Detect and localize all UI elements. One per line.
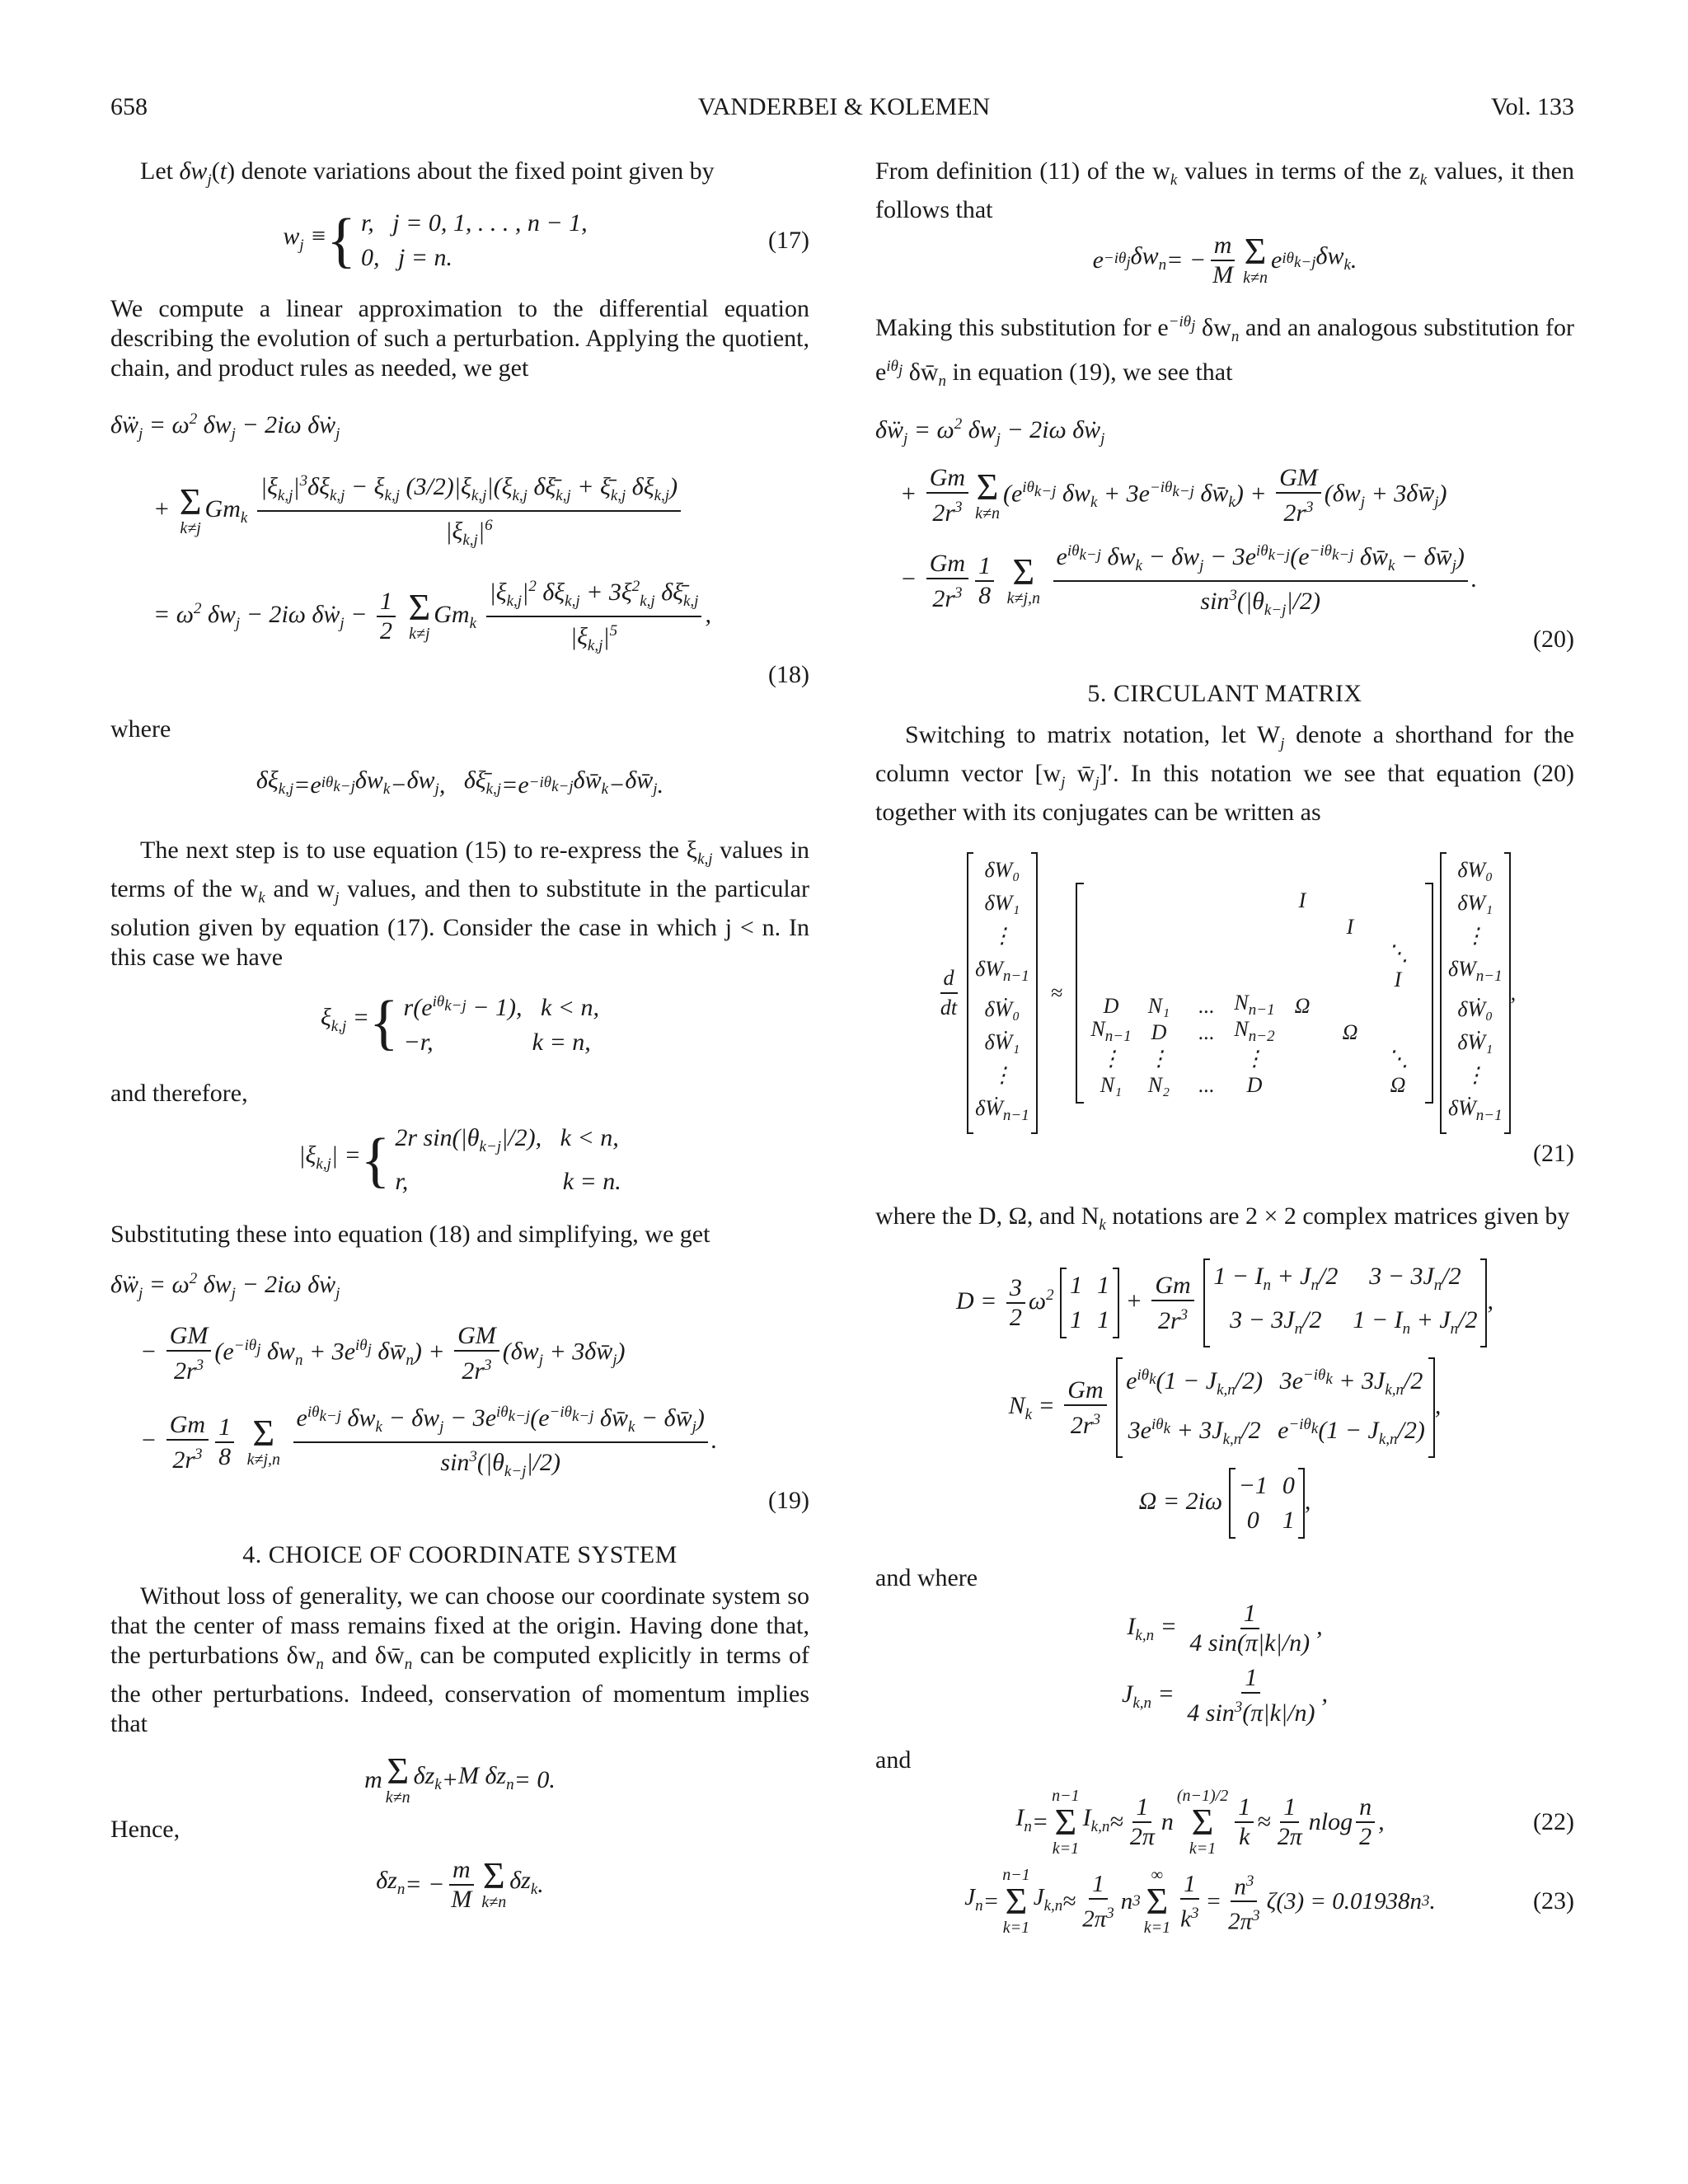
- paragraph: where the D, Ω, and $N_k$ notations are 2 × 2 complex matrices given by: [875, 1202, 1570, 1235]
- matrix-cell: 0: [1282, 1472, 1295, 1500]
- equation-20: δẅ$_j$ = $\omega^2$ $\delta w_j - 2i\omega$ δẇ$_j$ + $\frac{Gm}{2r^3}$ Σ k≠n ($e^{i\theta_{k-j}}$ $\delta w_k + 3e^{-i\theta_{k-j}}$ $\delta w̄_k$) + $\frac{GM}{2r^3}$ ($\delta w_j$ + $3\delta w̄_j$) − $\frac{Gm}{2r^3}$ $\frac{1}{8}$ Σ k≠j,n $\frac{e^{i\theta_{k-j}} \delta w_k - \delta w_j - 3e^{i\theta_{k-j}}(e^{-i\theta_{k-j}} \delta w̄_k - \delta w̄_j)}{\sin^3(|\theta_{k-j}|/2)}$ . (20): [875, 415, 1574, 653]
- vector-entry: δW₁: [984, 891, 1020, 915]
- matrix-cell: Ω: [1390, 1073, 1406, 1098]
- page-number: 658: [110, 93, 148, 120]
- matrix-cell: D: [1246, 1073, 1263, 1098]
- matrix-cell: 0: [1246, 1507, 1259, 1535]
- equation-delta-xi: $\delta\xi_{k,j}$ = e $i\theta_{k-j}$ $\delta w_k$ − $\delta w_j$ , $\delta\xī_{k,j}$ = e $-i\theta_{k-j}$ $\delta w̄_k$ − $\delta w̄_j$ .: [256, 766, 664, 799]
- equation-22: $I_n$ = n−1 Σ k=1 $I_{k,n}$ ≈ $\frac{1}{2\pi}$ n (n−1)/2 Σ k=1 $\frac{1}{k}$ ≈ $\frac{1}{2\pi}$ n log $\frac{n}{2}$ , (22): [1015, 1787, 1574, 1858]
- vector-entry: δẆ$_{n-1}$: [975, 1096, 1029, 1125]
- equation-momentum: m Σ k≠n $\delta z_k$ + M $\delta z_n$ = 0.: [364, 1750, 556, 1807]
- equation-ikn-jkn: $I_{k,n}$ = $\frac{1}{4 \sin(\pi|k|/n)}$ , $J_{k,n}$ = $\frac{1}{4 \sin^3(\pi|k|/n)}$ ,: [1122, 1600, 1328, 1727]
- matrix-cell: I: [1298, 888, 1306, 913]
- matrix-cell: ...: [1198, 1020, 1215, 1045]
- vector-entry: δẆ₀: [1457, 997, 1493, 1022]
- section-heading: 5. CIRCULANT MATRIX: [1087, 680, 1362, 707]
- matrix-cell: $e^{i\theta_k}(1 - J_{k,n}/2)$: [1126, 1366, 1264, 1399]
- paragraph: Making this substitution for $e^{-i\theta_j}$ $\delta w_n$ and an analogous substitution for $e^{i\theta_j}$ $\delta w̄_n$ in equation (19), we see that: [875, 313, 1574, 390]
- matrix-cell: $N_{n-1}$: [1234, 990, 1275, 1019]
- matrix-2x2: [1229, 1468, 1305, 1539]
- equation-number: (22): [1533, 1808, 1574, 1836]
- matrix-cell: I: [1394, 968, 1402, 992]
- right-column: [875, 157, 1574, 1937]
- state-vector-left: [967, 852, 1038, 1134]
- paragraph: From definition (11) of the $w_k$ values in terms of the $z_k$ values, it then follows that: [875, 157, 1574, 223]
- paragraph: We compute a linear approximation to the differential equation describing the evolution of such a perturbation. Applying the quotient, chain, and product rules as needed, we get: [110, 295, 809, 382]
- vector-entry: δẆ$_{n-1}$: [1448, 1096, 1503, 1125]
- vector-entry: δW₁: [1457, 891, 1493, 915]
- matrix-cell: I: [1346, 915, 1354, 940]
- running-title: VANDERBEI & KOLEMEN: [697, 93, 991, 120]
- matrix-cell: ⋱: [1387, 941, 1409, 966]
- vector-entry: δW₀: [1457, 858, 1493, 882]
- paragraph: and therefore,: [110, 1080, 248, 1107]
- equation-number: (17): [768, 227, 809, 254]
- matrix-cell: 1: [1097, 1272, 1110, 1300]
- matrix-cell: Ω: [1294, 994, 1311, 1019]
- paragraph: and where: [875, 1564, 978, 1592]
- equation-delta-wn: e $-i\theta_j$ $\delta w_n$ = − $\frac{m}{M}$ Σ k≠n e $i\theta_{k-j}$ $\delta w_k$ .: [1092, 230, 1357, 288]
- matrix-2x2: [1203, 1258, 1487, 1347]
- paragraph: and: [875, 1746, 912, 1774]
- equation-number: (19): [768, 1487, 809, 1514]
- matrix-cell: 1: [1070, 1272, 1083, 1300]
- vector-entry: $\delta W_{n-1}$: [975, 957, 1029, 986]
- matrix-cell: Ω: [1342, 1020, 1358, 1045]
- paragraph: Substituting these into equation (18) and simplifying, we get: [110, 1221, 710, 1248]
- matrix-cell: $1 - I_n + J_n/2$: [1213, 1263, 1339, 1295]
- vector-entry: δẆ₀: [984, 997, 1020, 1022]
- vector-entry: ⋮: [991, 1063, 1013, 1088]
- state-vector-right: [1440, 852, 1511, 1134]
- matrix-cell: N₂: [1147, 1073, 1170, 1098]
- equation-17: $w_j$ ≡ { r, j = 0, 1, . . . , n − 1, 0, j = n. (17): [283, 207, 809, 274]
- vector-entry: $\delta W_{n-1}$: [1448, 957, 1503, 986]
- matrix-2x2: [1060, 1268, 1119, 1338]
- equation-number: (18): [768, 661, 809, 688]
- equation-number: (20): [1533, 626, 1574, 653]
- matrix-cell: $3 - 3J_n/2$: [1369, 1263, 1461, 1295]
- matrix-cell: ⋱: [1387, 1047, 1409, 1071]
- section-heading: 4. CHOICE OF COORDINATE SYSTEM: [242, 1541, 678, 1568]
- equation-xi-cases: $\xi_{k,j}$ = { $r(e^{i\theta_{k-j}} - 1)$, k < n, −r, k = n,: [320, 988, 600, 1057]
- matrix-cell: ...: [1198, 1073, 1215, 1098]
- equation-number: (23): [1533, 1887, 1574, 1915]
- matrix-cell: ⋮: [1244, 1047, 1265, 1071]
- approx-symbol: ≈: [1050, 981, 1062, 1005]
- matrix-cell: 1: [1097, 1306, 1110, 1334]
- equation-18: δẅ$_j$ = $\omega^2$ $\delta w_j - 2i\omega$ δẇ$_j$ + Σ k≠j $Gm_k$ $\frac{|\xi_{k,j}|^3\delta\xi_{k,j} - \xi_{k,j} (3/2)|\xi_{k,j}|(\xi_{k,j} \delta\xī_{k,j} + \xī_{k,j} \delta\xi_{k,j})}{|\xi_{k,j}|^6}$ = $\omega^2$ $\delta w_j - 2i\omega$ δẇ$_j$ − $\frac{1}{2}$ Σ k≠j $Gm_k$ $\frac{|\xi_{k,j}|^2 \delta\xi_{k,j} + 3\xi^2_{k,j} \delta\xī_{k,j}}{|\xi_{k,j}|^5}$ , (18): [110, 410, 809, 688]
- paragraph: where: [110, 715, 171, 743]
- matrix-cell: 1: [1282, 1507, 1295, 1535]
- matrix-cell: $3e^{-i\theta_k} + 3J_{k,n}/2$: [1279, 1366, 1423, 1399]
- vector-entry: ⋮: [991, 924, 1013, 948]
- matrix-cell: N₁: [1100, 1073, 1123, 1098]
- vector-entry: ⋮: [1464, 1063, 1486, 1088]
- paragraph: Switching to matrix notation, let $W_j$ denote a shorthand for the column vector [$w_j$ $w̄_j]'$. In this notation we see that equation (20) together with its conjugates can be written as: [875, 721, 1574, 826]
- equation-abs-xi-cases: $|\xi_{k,j}|$ = { 2r $\sin(|\theta_{k-j}|/2)$, k < n, r, k = n.: [298, 1124, 621, 1195]
- matrix-cell: ⋮: [1100, 1047, 1122, 1071]
- matrix-cell: D: [1151, 1020, 1167, 1045]
- equation-23: $J_n$ = n−1 Σ k=1 $J_{k,n}$ ≈ $\frac{1}{2\pi^3}$ n 3 ∞ Σ k=1 $\frac{1}{k^3}$ = $\frac{n^3}{2\pi^3}$ ζ(3) = 0.01938 n 3 . (23): [964, 1866, 1574, 1938]
- paragraph: Let $\delta w_j(t)$ denote variations about the fixed point given by: [140, 157, 715, 189]
- equation-delta-zn: $\delta z_n$ = − $\frac{m}{M}$ Σ k≠n $\delta z_k$ .: [376, 1854, 544, 1913]
- matrix-cell: D: [1103, 994, 1119, 1019]
- matrix-cell: $e^{-i\theta_k}(1 - J_{k,n}/2)$: [1278, 1416, 1425, 1449]
- equation-19: δẅ$_j$ = $\omega^2$ $\delta w_j - 2i\omega$ δẇ$_j$ − $\frac{GM}{2r^3}$ ($e^{-i\theta_j}$ $\delta w_n + 3e^{i\theta_j}$ $\delta w̄_n$) + $\frac{GM}{2r^3}$ ($\delta w_j$ + $3\delta w̄_j$) − $\frac{Gm}{2r^3}$ $\frac{1}{8}$ Σ k≠j,n $\frac{e^{i\theta_{k-j}} \delta w_k - \delta w_j - 3e^{i\theta_{k-j}}(e^{-i\theta_{k-j}} \delta w̄_k - \delta w̄_j)}{\sin^3(|\theta_{k-j}|/2)}$ . (19): [110, 1270, 809, 1514]
- matrix-cell: $3 - 3J_n/2$: [1230, 1306, 1322, 1338]
- matrix-cell: $1 - I_n + J_n/2$: [1353, 1306, 1478, 1338]
- matrix-cell: $3e^{i\theta_k} + 3J_{k,n}/2$: [1128, 1416, 1261, 1449]
- vector-entry: δẆ₁: [1457, 1030, 1493, 1055]
- volume-label: Vol. 133: [1490, 93, 1574, 120]
- vector-entry: δẆ₁: [984, 1030, 1020, 1055]
- equation-21: $\frac{d}{dt}$ δW₀ δW₁ ⋮ $\delta W_{n-1}$ δẆ₀ δẆ₁ ⋮ δẆ$_{n-1}$ ≈ I I ⋱ I D N₁ ... $N_{n-1}$ Ω $N_{n-1}$ D ... $N_{n-2}$ Ω ⋮ ⋮ ⋮ ⋱ N₁ N₂ ... D Ω δW₀ δW₁ ⋮ $\delta W_{n-1}$ δẆ₀ δẆ₁ ⋮ δẆ$_{n-1}$ , (21): [875, 852, 1574, 1169]
- paragraph: Without loss of generality, we can choose our coordinate system so that the center of mass remains fixed at the origin. Having done that, the perturbations $\delta w_n$ and $\delta w̄_n$ can be computed explicitly in terms of the other perturbations. Indeed, conservation of momentum implies that: [110, 1582, 810, 1737]
- matrix-cell: −1: [1238, 1472, 1268, 1500]
- matrix-2x2: [1116, 1357, 1435, 1458]
- vector-entry: ⋮: [1464, 924, 1486, 948]
- matrix-cell: N₁: [1147, 994, 1170, 1019]
- matrix-cell: 1: [1070, 1306, 1083, 1334]
- block-matrix: [1076, 883, 1433, 1104]
- left-column: [110, 157, 809, 1914]
- vector-entry: δW₀: [984, 858, 1020, 882]
- matrix-cell: $N_{n-1}$: [1090, 1016, 1132, 1045]
- matrix-cell: $N_{n-2}$: [1234, 1016, 1275, 1045]
- matrix-cell: ⋮: [1148, 1047, 1170, 1071]
- paragraph: Hence,: [110, 1816, 181, 1843]
- matrix-cell: ...: [1198, 994, 1215, 1019]
- paragraph: The next step is to use equation (15) to re-express the $\xi_{k,j}$ values in terms of the $w_k$ and $w_j$ values, and then to substitute in the particular solution given by equation (17). Consider the case in which j < n. In this case we have: [110, 837, 809, 971]
- equation-number: (21): [1533, 1140, 1574, 1168]
- equation-matrices: D = $\frac{3}{2}$ $\omega^2$ 1 1 1 1 + $\frac{Gm}{2r^3}$ $1 - I_n + J_n/2$ $3 - 3J_n/2$ $3 - 3J_n/2$ $1 - I_n + J_n/2$ , $N_k$ = $\frac{Gm}{2r^3}$ $e^{i\theta_k}(1 - J_{k,n}/2)$ $3e^{-i\theta_k} + 3J_{k,n}/2$ $3e^{i\theta_k} + 3J_{k,n}/2$ $e^{-i\theta_k}(1 - J_{k,n}/2)$ , Ω = 2iω −1 0 0 1 ,: [875, 1258, 1574, 1539]
